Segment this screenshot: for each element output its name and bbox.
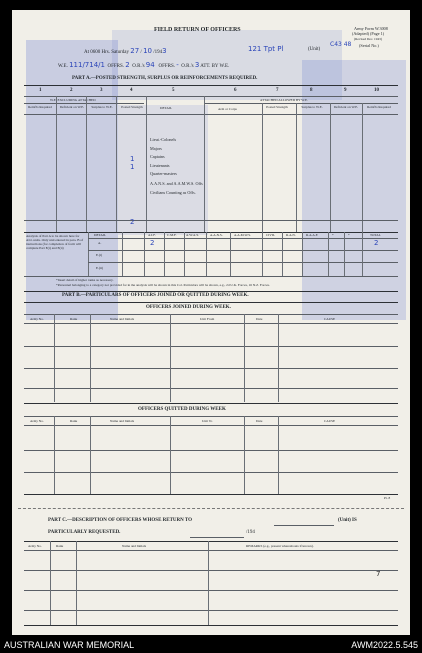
rank-majors: Majors [150, 145, 162, 151]
part-c-unit-label: (Unit) IS [338, 518, 357, 523]
col-num-4: 4 [130, 88, 133, 93]
date-day: 27 [130, 47, 140, 55]
an-row-a: A. [98, 241, 102, 245]
part-a-title: PART A.—POSTED STRENGTH, SURPLUS OR REINFORCEMENTS REQUIRED. [72, 76, 258, 81]
date-month: 10 [143, 47, 152, 55]
joined-col-date: Date [256, 317, 263, 321]
posted-captains: 1 [130, 155, 135, 163]
joined-title: OFFICERS JOINED DURING WEEK. [146, 305, 231, 310]
analysis-note: Analysis of Part A to be shown here for ALL units. Only unit entered in para. B of instructions (for completion of form will complete Part E(i) and E(ii) [26, 234, 84, 250]
ink-wash-right [302, 60, 406, 320]
hdr-c4: Posted Strength [121, 105, 143, 109]
col-num-9: 9 [344, 88, 347, 93]
quitted-col-rank: Rank [70, 419, 78, 423]
an-h-ran: R.A.N. [286, 233, 296, 237]
hdr-c1: Reinf'ts Required [28, 105, 52, 109]
unit-value: 121 Tpt Pl [248, 45, 284, 53]
hdr-c8: Surplus to W.E. [301, 105, 323, 109]
form-title: FIELD RETURN OF OFFICERS [154, 27, 241, 33]
posted-lieutenants: 1 [130, 163, 135, 171]
serial-label: (Serial No.) [359, 43, 379, 48]
an-h-aamws: A.A.M.W.S. [234, 233, 251, 237]
footer-mark: Pr. 8 [384, 496, 391, 500]
part-b-title: PART B.—PARTICULARS OF OFFICERS JOINED OR QUITTED DURING WEEK. [62, 293, 249, 298]
rank-aans: A.A.N.S. and A.A.M.W.S. Offs [150, 180, 203, 186]
part-c-title: PART C.—DESCRIPTION OF OFFICERS WHOSE RETURN TO [48, 518, 193, 523]
an-h-cmf: C.M.F. [167, 233, 177, 237]
att-label: ATT. BY W.E. [200, 64, 230, 69]
hdr-c3: Surplus to W.E. [91, 105, 113, 109]
quitted-title: OFFICERS QUITTED DURING WEEK [138, 407, 226, 412]
date-year-prefix: /194 [153, 50, 163, 55]
joined-col-armyno: Army No. [30, 317, 44, 321]
hdr-c7: Posted Strength [266, 105, 288, 109]
rank-civilians: Civilians Counting as Offs. [150, 189, 196, 195]
an-h-awas: A.W.A.S. [186, 233, 200, 237]
an-total-value: 2 [374, 239, 379, 247]
an-h-raaf: R.A.A.F. [306, 233, 319, 237]
we-label: W.E. [58, 64, 68, 69]
rank-quartermasters: Quarter-masters [150, 171, 177, 176]
rank-list [150, 136, 204, 195]
group-we: W.E. EXCLUDING ATTACHED [50, 98, 96, 102]
hdr-c10: Reinf'ts Required [367, 105, 391, 109]
an-h-aif: A.I.F. [148, 233, 156, 237]
offrs-value-2: - [176, 61, 179, 69]
an-h-aans: A.A.N.S. [210, 233, 223, 237]
rank-lieut-colonels: Lieut.-Colonels [150, 137, 177, 142]
quitted-col-unit: Unit To [202, 419, 213, 423]
offrs-value: 2 [125, 61, 130, 69]
unit-label: (Unit) [308, 47, 321, 52]
offrs-label: OFFRS. [107, 64, 125, 69]
form-id: Army Form W.3008 [354, 26, 388, 31]
form-page [12, 10, 410, 635]
ors-value-2: 3 [194, 61, 200, 69]
an-h-total: TOTAL [370, 233, 381, 237]
part-c-margin-mark: 7 [376, 570, 381, 578]
rank-captains: Captains [150, 154, 165, 159]
time-line: At 0600 Hrs. Saturday 27 / 10 /1943 [84, 47, 167, 55]
partc-col-remarks: REMARKS (e.g., present whereabouts if known). [246, 544, 314, 548]
joined-col-name: Name and Initials [110, 317, 135, 321]
we-value: 111/714/1 [69, 61, 105, 69]
ors-label: O.R.'s [132, 64, 145, 69]
an-row-eii: E.(ii) [96, 266, 104, 270]
form-adapted: (Adapted) (Page 1) [352, 31, 385, 36]
col-num-2: 2 [70, 88, 73, 93]
an-h-star2: * [348, 233, 350, 237]
quitted-col-name: Name and Initials [110, 419, 135, 423]
col-num-5: 5 [172, 88, 175, 93]
quitted-col-armyno: Army No. [30, 419, 44, 423]
col-num-6: 6 [234, 88, 237, 93]
joined-col-rank: Rank [70, 317, 78, 321]
group-attached: ATTACHED ALLOWED BY W.E. [260, 98, 308, 102]
an-h-star1: * [332, 233, 334, 237]
form-revised: (Revised Dec. 1943) [354, 37, 382, 41]
partc-col-armyno: Army No. [28, 544, 42, 548]
col-num-10: 10 [374, 88, 379, 93]
part-c-title-2: PARTICULARLY REQUESTED. [48, 530, 121, 535]
ors-label-2: O.R.'s [181, 64, 194, 69]
an-aif-value: 2 [150, 239, 155, 247]
col-num-1: 1 [39, 88, 42, 93]
rank-lieutenants: Lieutenants [150, 162, 170, 168]
col-num-7: 7 [276, 88, 279, 93]
time-prefix: At 0600 Hrs. Saturday [84, 50, 129, 55]
part-c-date-suffix: /194 [246, 530, 255, 535]
an-h-detail: DETAIL [94, 233, 106, 237]
we-line [58, 61, 229, 69]
offrs-label-2: OFFRS. [158, 64, 176, 69]
ors-value: 94 [145, 61, 155, 69]
partc-col-name: Name and Initials [122, 544, 147, 548]
quitted-col-cause: CAUSE [324, 419, 336, 423]
hdr-c6: Arm or Corps [218, 107, 237, 111]
serial-value: C43 48 [330, 41, 352, 48]
hdr-c2: Deficient on W.E. [59, 105, 85, 109]
date-year-digit: 3 [162, 47, 167, 55]
footer-left: AUSTRALIAN WAR MEMORIAL [4, 640, 135, 650]
an-h-civil: CIVIL [266, 233, 276, 237]
an-row-ei: E.(i) [96, 253, 103, 257]
footnote-2: *Personnel belonging to a category not provided for in the analysis will be shown in this Col. Particulars will be shown, e.g., 2d U.K. Forces, 16 N.Z. Forces. [56, 283, 270, 287]
col-num-3: 3 [100, 88, 103, 93]
hdr-c5: DETAIL [160, 106, 172, 110]
posted-total: 2 [130, 218, 135, 226]
quitted-col-date: Date [256, 419, 263, 423]
joined-col-unit: Unit From [200, 317, 215, 321]
col-num-8: 8 [310, 88, 313, 93]
hdr-c9: Deficient on W.E. [333, 105, 359, 109]
footer-right: AWM2022.5.545 [351, 640, 418, 650]
footnote-1: *Insert detail of higher ranks as necessary. [56, 278, 114, 282]
partc-col-rank: Rank [56, 544, 64, 548]
joined-col-cause: CAUSE [324, 317, 336, 321]
